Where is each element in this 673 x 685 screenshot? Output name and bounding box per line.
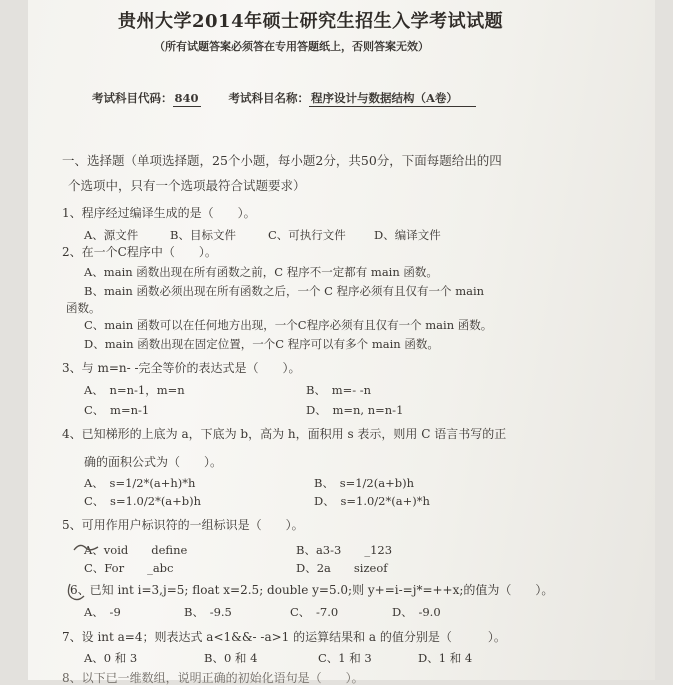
question-2-option-c: C、main 函数可以在任何地方出现，一个C程序必须有且仅有一个 main 函数。	[84, 318, 493, 332]
exam-paper	[28, 0, 655, 685]
question-3-option-b: B、 m=- -n	[306, 383, 372, 397]
question-7-option-b: B、0 和 4	[204, 651, 258, 665]
question-3-option-d: D、 m=n, n=n-1	[306, 403, 404, 417]
question-6-stem: 6、已知 int i=3,j=5; float x=2.5; double y=5.0;则 y+=i-=j*=++x;的值为（ ）。	[70, 583, 554, 597]
pencil-curve-mark-icon	[64, 580, 88, 606]
question-8-stem-cut: 8、以下已一维数组，说明正确的初始化语句是（ ）。	[62, 671, 364, 685]
subject-code-value: 840	[174, 91, 199, 105]
question-5-option-b: B、a3-3 _123	[296, 543, 393, 557]
question-7-stem: 7、设 int a=4；则表达式 a<1&&- -a>1 的运算结果和 a 的值分别是（ ）。	[62, 630, 506, 644]
section-heading-line2: 个选项中，只有一个选项最符合试题要求）	[68, 178, 306, 193]
question-2-option-b: B、main 函数必须出现在所有函数之后，一个 C 程序必须有且仅有一个 main	[84, 284, 485, 298]
question-1-option-a: A、源文件	[84, 228, 139, 242]
question-3-option-c: C、 m=n-1	[84, 403, 150, 417]
question-4-option-b: B、 s=1/2(a+b)h	[314, 476, 414, 490]
question-5-option-a: A、void define	[84, 543, 188, 557]
subject-code-label: 考试科目代码：	[92, 91, 173, 105]
exam-info-row	[92, 93, 476, 105]
question-5-stem: 5、可用作用户标识符的一组标识是（ ）。	[62, 518, 304, 532]
question-4-option-d: D、 s=1.0/2*(a+)*h	[314, 494, 430, 508]
pencil-check-mark-icon	[72, 538, 102, 560]
question-5-option-d: D、2a sizeof	[296, 561, 388, 575]
question-4-option-a: A、 s=1/2*(a+h)*h	[84, 476, 196, 490]
exam-title: 贵州大学2014年硕士研究生招生入学考试试题	[118, 11, 504, 32]
question-6-option-d: D、 -9.0	[392, 605, 441, 619]
section-heading-line1: 一、选择题（单项选择题，25个小题，每小题2分，共50分，下面每题给出的四	[62, 153, 502, 168]
question-2-option-d: D、main 函数出现在固定位置，一个C 程序可以有多个 main 函数。	[84, 337, 439, 351]
question-7-option-d: D、1 和 4	[418, 651, 473, 665]
question-4-stem-line1: 4、已知梯形的上底为 a，下底为 b，高为 h，面积用 s 表示，则用 C 语言书写的正	[62, 427, 507, 441]
question-1-option-c: C、可执行文件	[268, 228, 346, 242]
question-7-option-a: A、0 和 3	[84, 651, 138, 665]
question-3-stem: 3、与 m=n- -完全等价的表达式是（ ）。	[62, 361, 301, 375]
question-6-option-b: B、 -9.5	[184, 605, 232, 619]
question-6-option-c: C、 -7.0	[290, 605, 339, 619]
question-4-stem-line2: 确的面积公式为（ ）。	[84, 455, 223, 469]
question-1-option-b: B、目标文件	[170, 228, 236, 242]
question-2-option-a: A、main 函数出现在所有函数之前，C 程序不一定都有 main 函数。	[84, 265, 438, 279]
question-4-option-c: C、 s=1.0/2*(a+b)h	[84, 494, 202, 508]
subject-name-label: 考试科目名称：	[228, 91, 310, 105]
question-6-option-a: A、 -9	[84, 605, 121, 619]
subject-name-value: 程序设计与数据结构（A卷）	[309, 91, 476, 107]
question-5-option-c: C、For _abc	[84, 561, 174, 575]
question-3-option-a: A、 n=n-1，m=n	[84, 383, 185, 397]
exam-instruction: （所有试题答案必须答在专用答题纸上，否则答案无效）	[154, 40, 429, 53]
question-1-option-d: D、编译文件	[374, 228, 441, 242]
question-2-option-b-cont: 函数。	[66, 301, 101, 315]
question-1-stem: 1、程序经过编译生成的是（ ）。	[62, 206, 256, 220]
question-7-option-c: C、1 和 3	[318, 651, 372, 665]
question-2-stem: 2、在一个C程序中（ ）。	[62, 245, 217, 259]
